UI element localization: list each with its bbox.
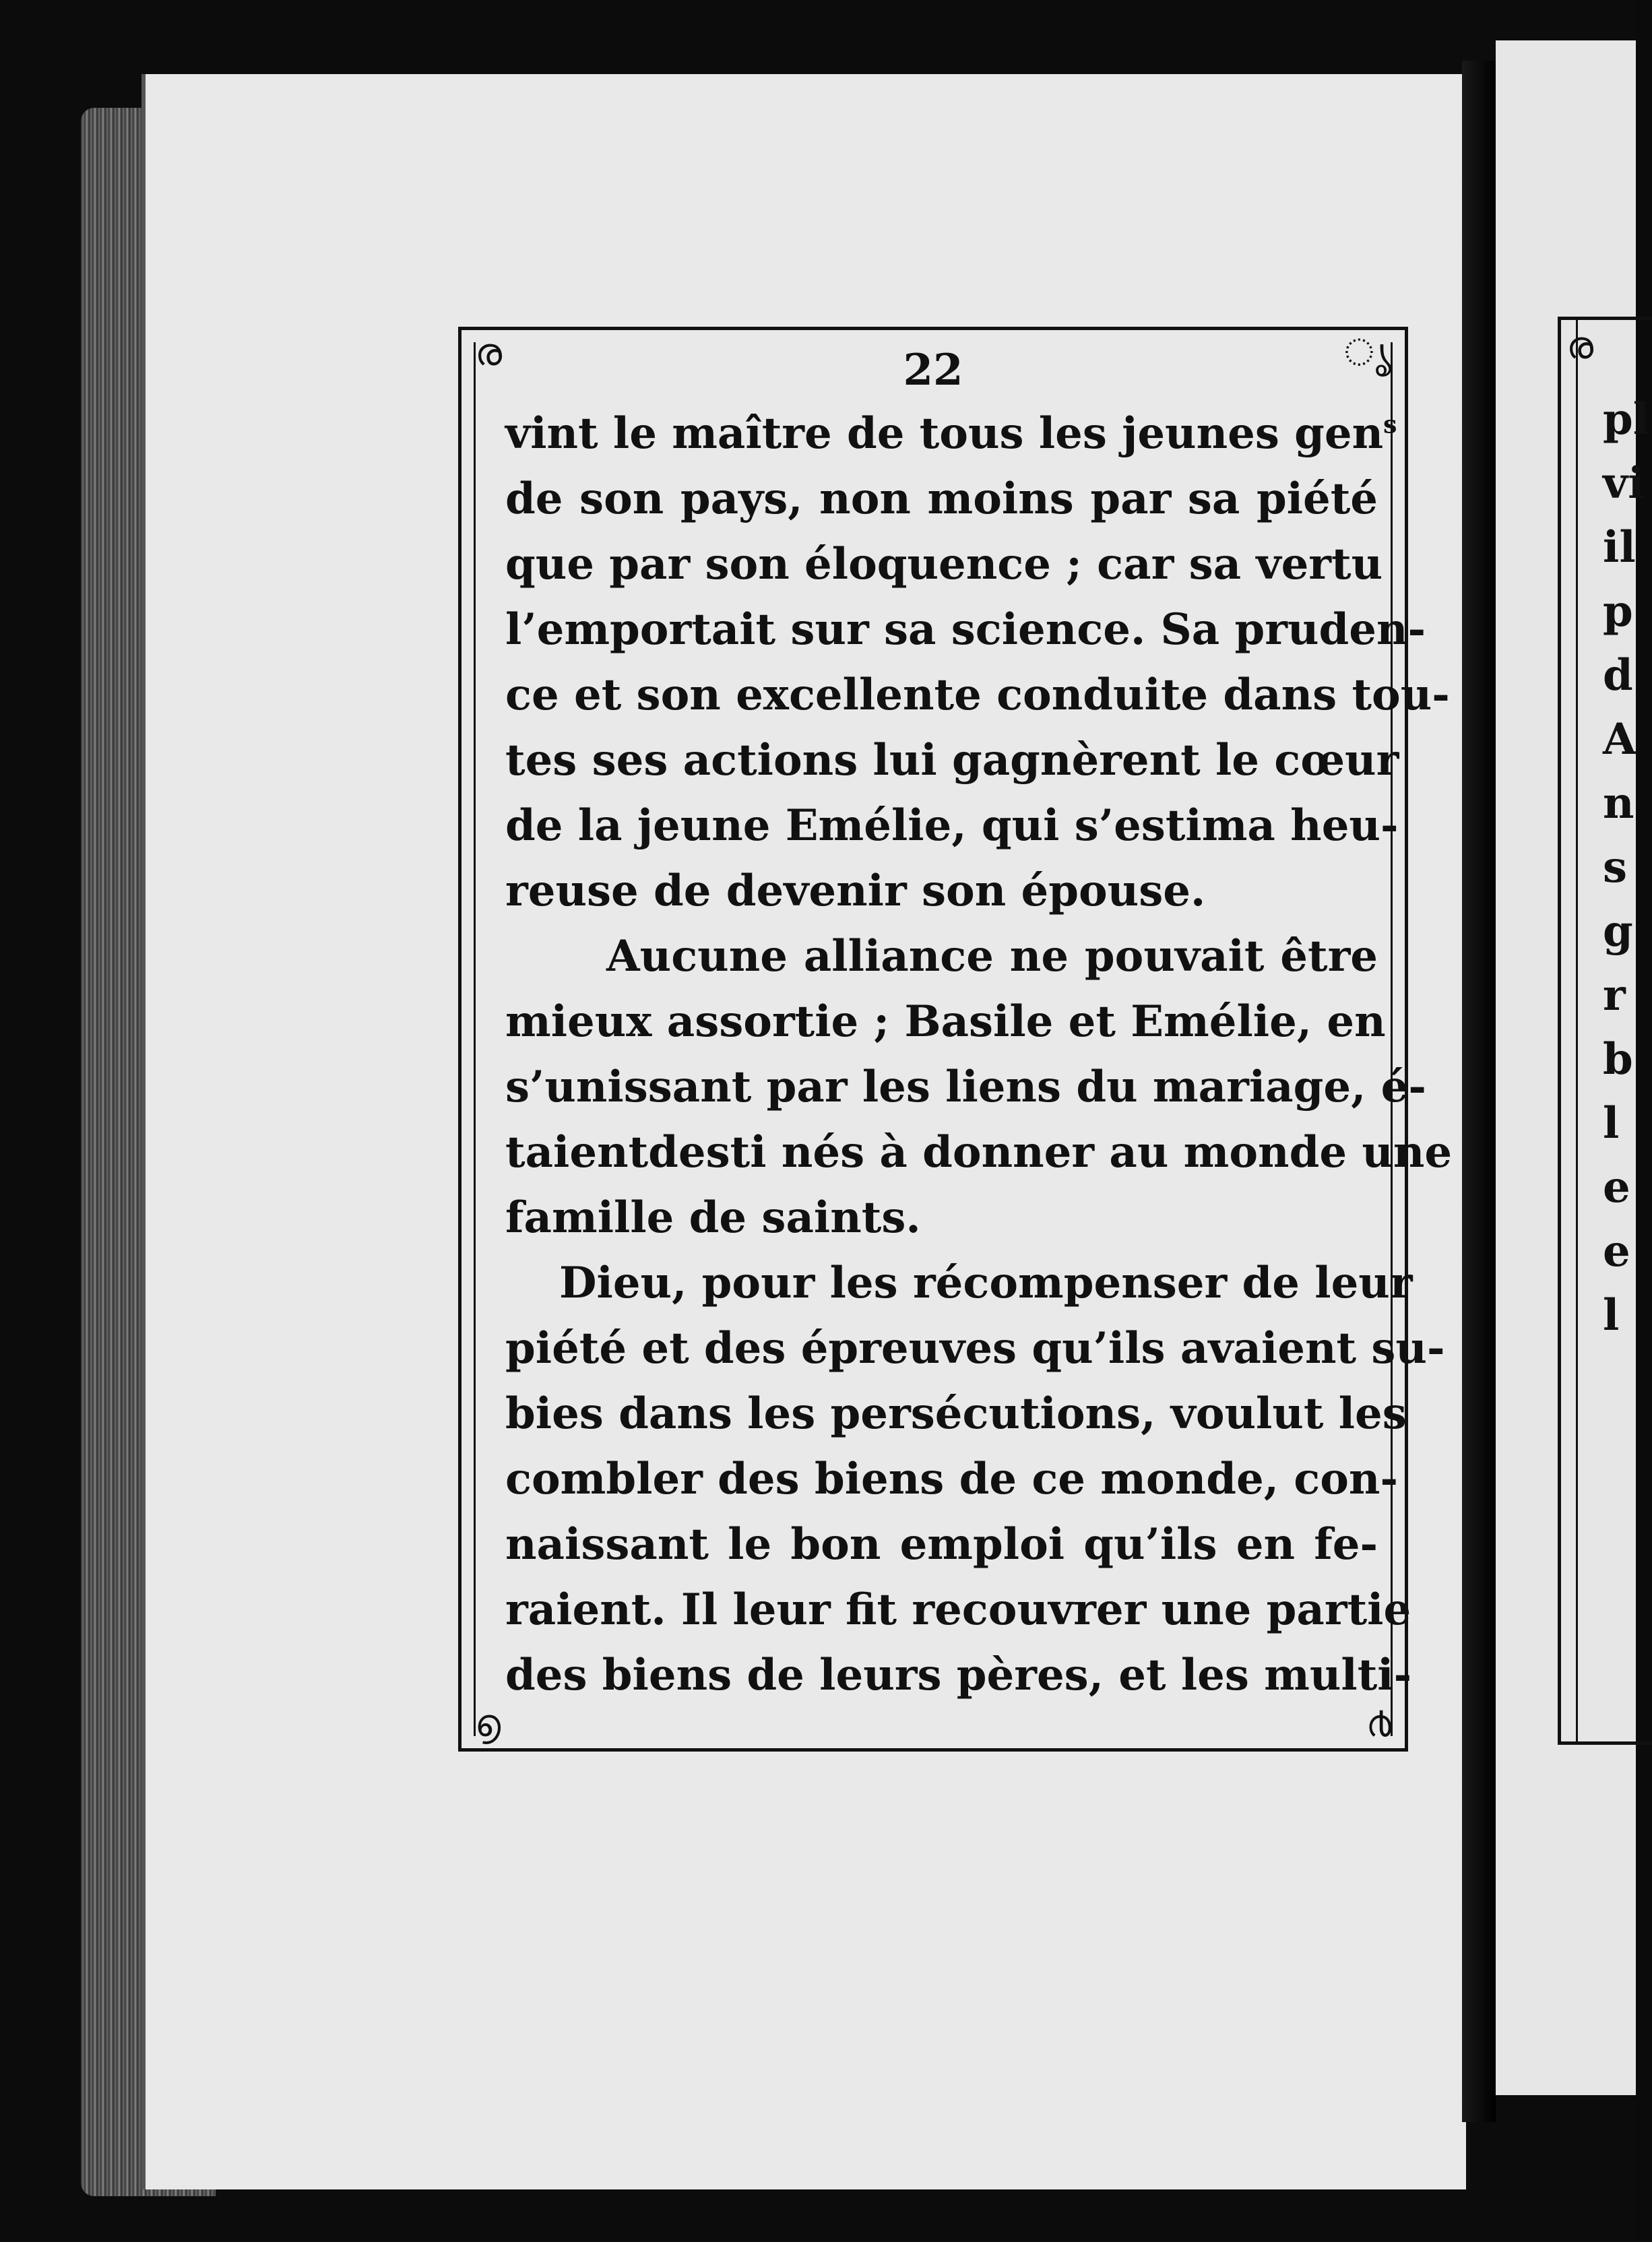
corner-ornament-icon: ൭ <box>475 1702 501 1745</box>
text-line: tes ses actions lui gagnèrent le cœur <box>505 735 1399 786</box>
text-fragment: pl <box>1603 394 1650 445</box>
text-line: combler des biens de ce monde, con- <box>505 1454 1398 1504</box>
corner-ornament-icon: ര <box>475 331 503 375</box>
text-fragment: d <box>1603 650 1633 701</box>
text-fragment: l <box>1603 1290 1620 1341</box>
next-page-text <box>1603 387 1649 1347</box>
text-line: famille de saints. <box>505 1192 921 1243</box>
text-line: s’unissant par les liens du mariage, é- <box>505 1062 1426 1112</box>
text-fragment: b <box>1603 1034 1633 1085</box>
text-fragment: p <box>1603 586 1633 637</box>
text-line: de la jeune Emélie, qui s’estima heu- <box>505 800 1399 851</box>
text-line: taientdesti nés à donner au monde une <box>505 1127 1453 1178</box>
text-line: l’emportait sur sa science. Sa pruden- <box>505 604 1426 655</box>
text-fragment: r <box>1603 970 1626 1021</box>
text-line: raient. Il leur fit recouvrer une partie <box>505 1584 1411 1635</box>
text-line: reuse de devenir son épouse. <box>505 866 1206 916</box>
text-line: vint le maître de tous les jeunes gen$^s$ <box>505 408 1397 459</box>
text-fragment: g <box>1603 906 1633 957</box>
text-fragment: e <box>1603 1162 1630 1213</box>
text-fragment: l <box>1603 1098 1620 1149</box>
next-page-frame <box>1558 317 1652 1745</box>
book-gutter-shadow <box>1462 61 1496 2122</box>
text-fragment: vi <box>1603 458 1645 509</box>
text-line: que par son éloquence ; car sa vertu <box>505 539 1383 589</box>
next-frame-inner-border <box>1576 320 1578 1741</box>
text-fragment: e <box>1603 1226 1630 1277</box>
text-fragment: il <box>1603 522 1636 573</box>
text-line: naissant le bon emploi qu’ils en fe- <box>505 1519 1378 1570</box>
text-line: bies dans les persécutions, voulut les <box>505 1388 1407 1439</box>
corner-ornament-icon: ൃ <box>1343 331 1391 375</box>
text-fragment: s <box>1603 842 1628 893</box>
text-line: piété et des épreuves qu’ils avaient su- <box>505 1323 1445 1374</box>
text-line: de son pays, non moins par sa piété <box>505 474 1378 524</box>
text-line: mieux assortie ; Basile et Emélie, en <box>505 996 1386 1047</box>
text-line: ce et son excellente conduite dans tou- <box>505 670 1450 720</box>
text-line: Dieu, pour les récompenser de leur <box>559 1258 1413 1308</box>
text-line: des biens de leurs pères, et les multi- <box>505 1650 1412 1700</box>
page-text <box>505 401 1453 1708</box>
text-line: Aucune alliance ne pouvait être <box>606 931 1378 982</box>
corner-ornament-icon: ര <box>1566 324 1594 368</box>
ornamental-frame <box>458 327 1453 1752</box>
text-fragment: n <box>1603 778 1634 829</box>
corner-ornament-icon: ൪ <box>1366 1702 1391 1745</box>
text-fragment: A <box>1603 714 1637 765</box>
page-number: 22 <box>903 345 963 395</box>
